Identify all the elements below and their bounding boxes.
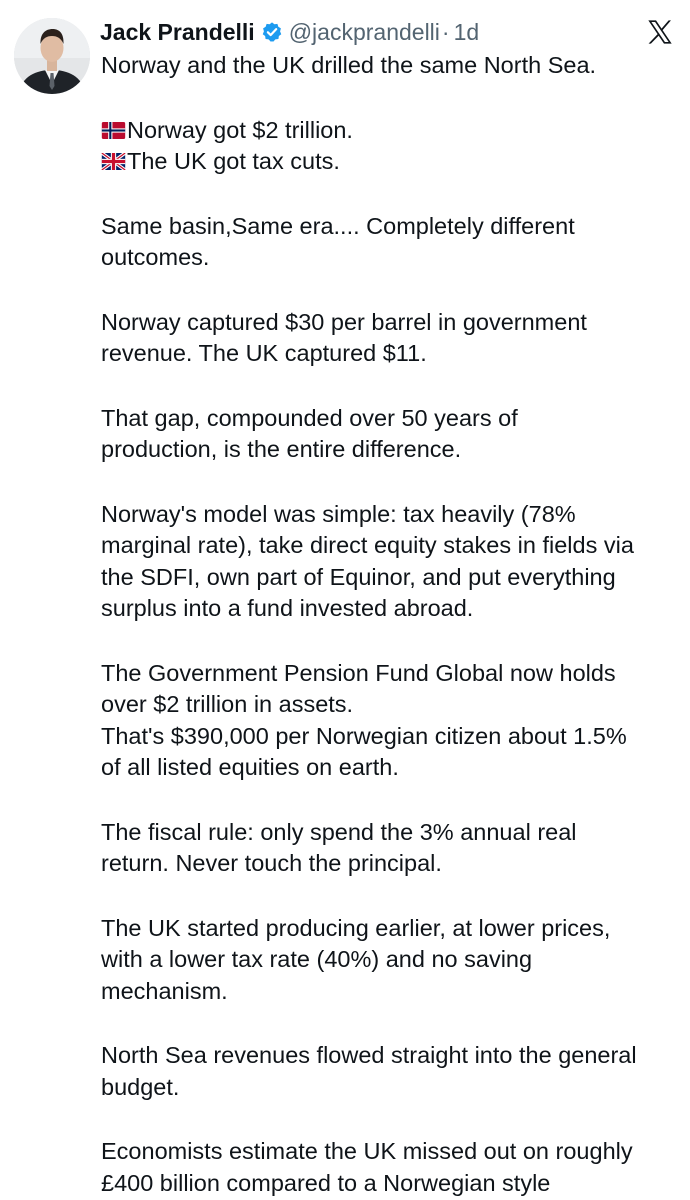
text-line: The fiscal rule: only spend the 3% annual real xyxy=(101,818,577,845)
norway-flag-icon xyxy=(101,122,126,139)
x-logo-icon[interactable] xyxy=(646,18,674,46)
text-line: marginal rate), take direct equity stakes in fields via xyxy=(101,532,634,558)
author-handle[interactable]: @jackprandelli xyxy=(288,18,440,45)
text-line: the SDFI, own part of Equinor, and put everything xyxy=(101,563,616,590)
verified-badge-icon xyxy=(261,21,283,43)
text-line: over $2 trillion in assets. xyxy=(101,691,354,717)
text-line: of all listed equities on earth. xyxy=(101,754,399,780)
text-span: The UK got tax cuts. xyxy=(127,148,340,174)
text-line: The UK started producing earlier, at lower prices, xyxy=(101,914,611,941)
text-line: budget. xyxy=(101,1073,180,1100)
text-line: Norway and the UK drilled the same North Sea. xyxy=(101,52,597,78)
text-line: with a lower tax rate (40%) and no saving xyxy=(101,946,533,972)
text-line-uk xyxy=(101,146,681,178)
text-line: That gap, compounded over 50 years of xyxy=(101,404,518,431)
text-span: Norway got $2 trillion. xyxy=(127,116,353,143)
avatar[interactable] xyxy=(14,18,90,94)
tweet-header xyxy=(100,14,479,50)
text-line: return. Never touch the principal. xyxy=(101,850,442,876)
text-line: The Government Pension Fund Global now holds xyxy=(101,659,616,686)
text-line: Same basin,Same era.... Completely different xyxy=(101,212,575,239)
text-line: Norway captured $30 per barrel in government xyxy=(101,308,587,335)
text-line: Norway's model was simple: tax heavily (78% xyxy=(101,500,576,527)
avatar-photo xyxy=(14,18,90,94)
text-line: North Sea revenues flowed straight into the general xyxy=(101,1042,637,1068)
text-line: £400 billion compared to a Norwegian style xyxy=(101,1169,551,1196)
text-line: Economists estimate the UK missed out on roughly xyxy=(101,1138,633,1164)
text-line: revenue. The UK captured $11. xyxy=(101,340,427,366)
uk-flag-icon xyxy=(101,153,126,170)
separator-dot: · xyxy=(441,18,450,45)
text-line: mechanism. xyxy=(101,977,228,1004)
text-line-norway xyxy=(101,115,681,147)
author-name[interactable]: Jack Prandelli xyxy=(100,18,255,45)
timestamp[interactable]: 1d xyxy=(453,18,480,45)
text-line: production, is the entire difference. xyxy=(101,436,462,462)
text-line: outcomes. xyxy=(101,244,210,270)
text-line: surplus into a fund invested abroad. xyxy=(101,595,474,621)
tweet-text xyxy=(101,50,681,1199)
text-line: That's $390,000 per Norwegian citizen about 1.5% xyxy=(101,722,627,749)
